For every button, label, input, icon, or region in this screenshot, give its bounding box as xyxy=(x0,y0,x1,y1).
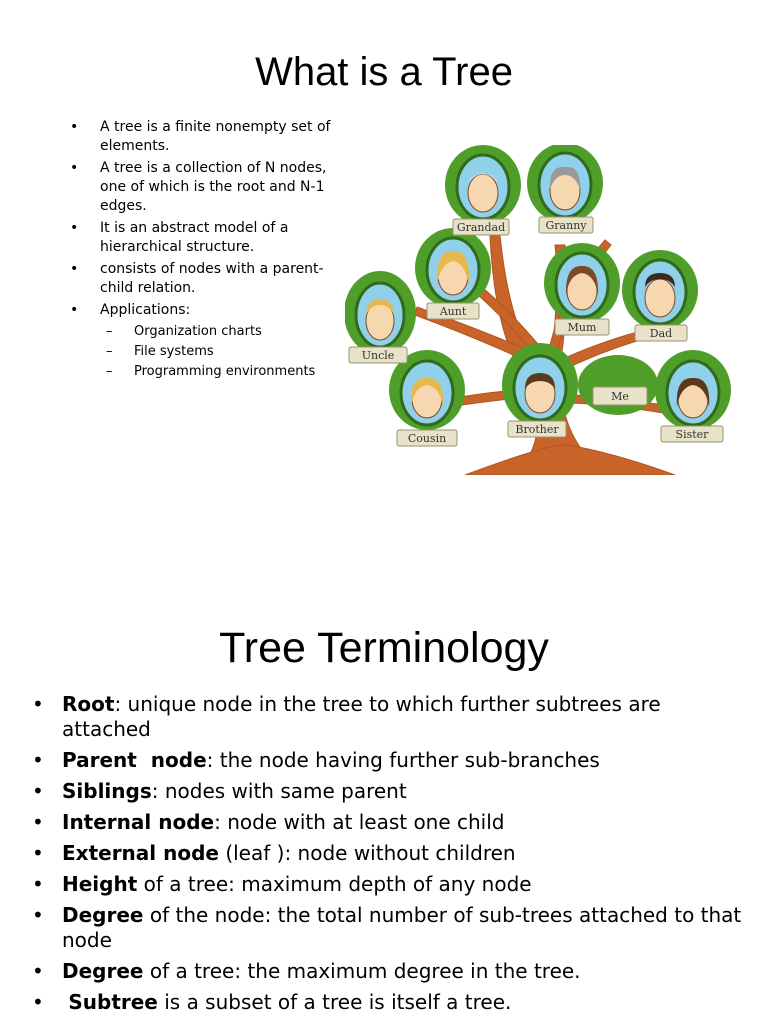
term-definition: : the node having further sub-branches xyxy=(206,748,600,772)
term-name: Subtree xyxy=(68,990,158,1014)
label-brother: Brother xyxy=(515,423,559,436)
label-dad: Dad xyxy=(649,327,673,340)
label-mum: Mum xyxy=(567,321,597,334)
bullet-item-applications xyxy=(70,301,340,382)
sub-bullet-item: – Organization charts xyxy=(100,322,340,342)
term-name: External node xyxy=(62,841,219,865)
term-name: Parent node xyxy=(62,748,207,772)
term-definition: : nodes with same parent xyxy=(151,779,407,803)
label-granny: Granny xyxy=(545,219,587,232)
term-definition: of a tree: maximum depth of any node xyxy=(137,872,532,896)
label-grandad: Grandad xyxy=(456,221,506,234)
label-sister: Sister xyxy=(675,428,709,441)
applications-list xyxy=(100,322,340,382)
term-definition: (leaf ): node without children xyxy=(218,841,516,865)
bullet-item: • A tree is a finite nonempty set of elements. xyxy=(70,118,340,156)
term-item xyxy=(30,903,750,953)
term-name: Height xyxy=(62,872,138,896)
term-item xyxy=(30,959,750,984)
bullet-item: • It is an abstract model of a hierarchical structure. xyxy=(70,219,340,257)
term-name: Siblings xyxy=(62,779,152,803)
term-name: Degree xyxy=(62,959,144,983)
term-item xyxy=(30,779,750,804)
applications-label: Applications: xyxy=(100,302,191,318)
term-name: Internal node xyxy=(62,810,215,834)
term-definition: of a tree: the maximum degree in the tree. xyxy=(143,959,581,983)
term-definition: : unique node in the tree to which further subtrees are attached xyxy=(62,692,661,741)
definition-list xyxy=(70,118,340,385)
term-item xyxy=(30,872,750,897)
term-definition: is a subset of a tree is itself a tree. xyxy=(157,990,512,1014)
label-aunt: Aunt xyxy=(439,305,467,318)
slide-title: What is a Tree xyxy=(255,50,513,94)
sub-bullet-item: – Programming environments xyxy=(100,362,340,382)
terminology-list xyxy=(30,692,750,1021)
term-definition: of the node: the total number of sub-trees attached to that node xyxy=(62,903,742,952)
family-tree-illustration xyxy=(345,145,740,475)
bullet-item: • consists of nodes with a parent-child relation. xyxy=(70,260,340,298)
bullet-item: • A tree is a collection of N nodes, one of which is the root and N-1 edges. xyxy=(70,159,340,216)
term-item xyxy=(30,990,750,1015)
label-cousin: Cousin xyxy=(407,432,447,445)
term-definition: : node with at least one child xyxy=(214,810,505,834)
slide-title: Tree Terminology xyxy=(219,624,549,672)
label-uncle: Uncle xyxy=(361,349,395,362)
label-me: Me xyxy=(611,390,629,403)
term-item xyxy=(30,692,750,742)
term-name: Root xyxy=(62,692,115,716)
term-item xyxy=(30,841,750,866)
term-name: Degree xyxy=(62,903,144,927)
sub-bullet-item: – File systems xyxy=(100,342,340,362)
term-item xyxy=(30,810,750,835)
term-item xyxy=(30,748,750,773)
